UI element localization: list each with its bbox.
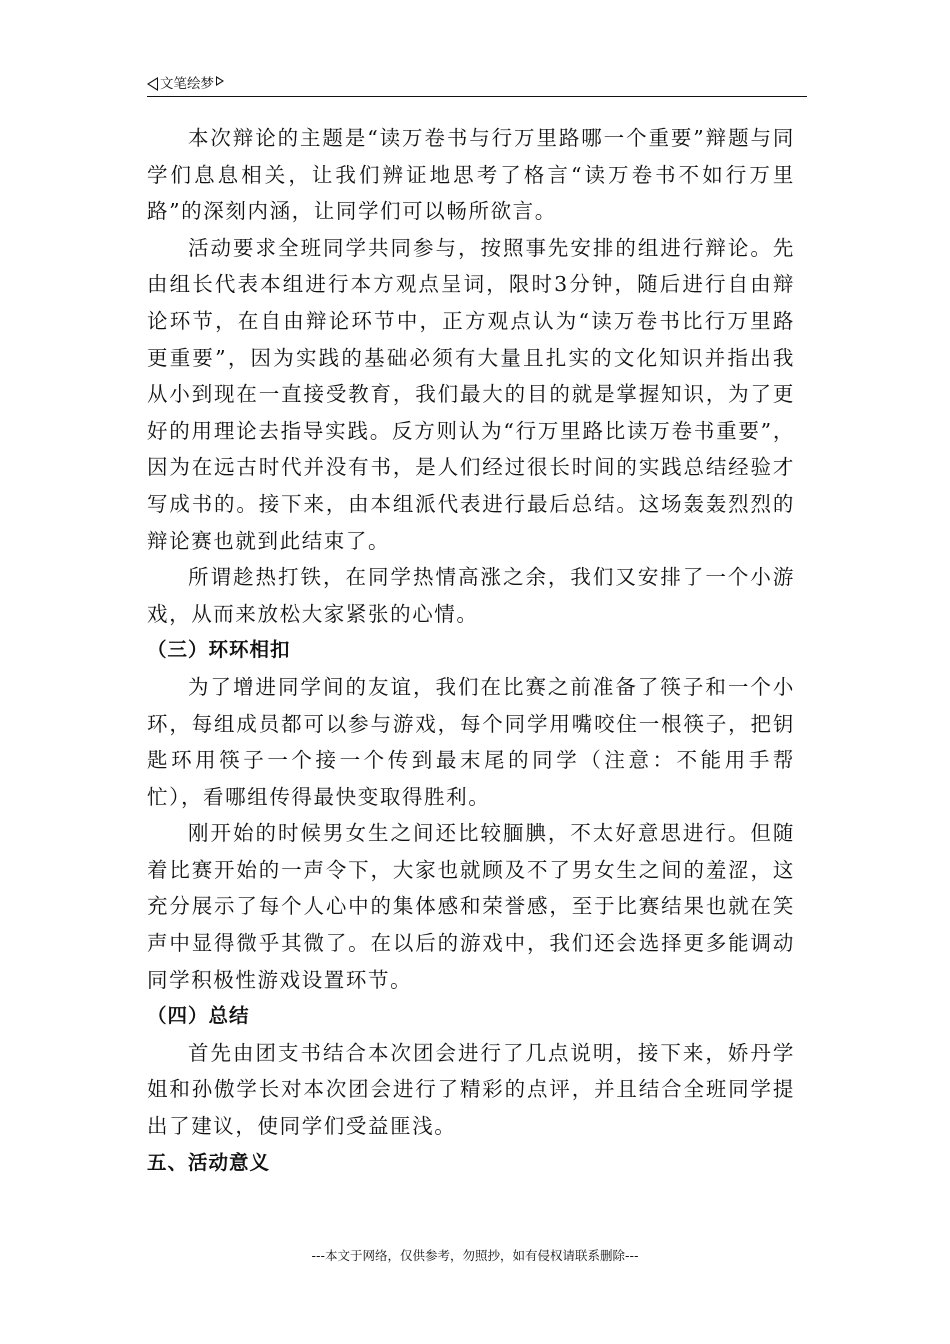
- paragraph-summary: 首先由团支书结合本次团会进行了几点说明，接下来，娇丹学姐和孙傲学长对本次团会进行了精彩的点评，并且结合全班同学提出了建议，使同学们受益匪浅。: [147, 1040, 795, 1139]
- page-footer: ---本文于网络，仅供参考，勿照抄，如有侵权请联系删除---: [311, 1248, 639, 1263]
- paragraph-game-result: 刚开始的时候男女生之间还比较腼腆，不太好意思进行。但随着比赛开始的一声令下，大家也就顾及不了男女生之间的羞涩，这充分展示了每个人心中的集体感和荣誉感，至于比赛结果也就在笑声中显得微乎其微了。在以后的游戏中，我们还会选择更多能调动同学积极性游戏设置环节。: [147, 821, 795, 992]
- paragraph-debate-topic: 本次辩论的主题是“读万卷书与行万里路哪一个重要”辩题与同学们息息相关，让我们辨证地思考了格言“读万卷书不如行万里路”的深刻内涵，让同学们可以畅所欲言。: [147, 126, 795, 224]
- page-header: [147, 74, 807, 97]
- header-title-row: [147, 74, 807, 94]
- paragraph-game-rules: 为了增进同学间的友谊，我们在比赛之前准备了筷子和一个小环，每组成员都可以参与游戏，每个同学用嘴咬住一根筷子，把钥匙环用筷子一个接一个传到最末尾的同学（注意：不能用手帮忙），看哪组传得最快变取得胜利。: [147, 674, 795, 809]
- paragraph-game-intro: 所谓趁热打铁，在同学热情高涨之余，我们又安排了一个小游戏，从而来放松大家紧张的心情。: [147, 565, 795, 626]
- section-heading-4: （四）总结: [147, 1004, 250, 1028]
- document-body: [147, 120, 795, 1181]
- section-heading-5: 五、活动意义: [147, 1150, 271, 1174]
- right-triangle-icon: [216, 76, 224, 86]
- header-title: 文笔绘梦: [160, 76, 214, 92]
- paragraph-debate-process: 活动要求全班同学共同参与，按照事先安排的组进行辩论。先由组长代表本组进行本方观点呈词，限时3分钟，随后进行自由辩论环节，在自由辩论环节中，正方观点认为“读万卷书比行万里路更重要”，因为实践的基础必须有大量且扎实的文化知识并指出我从小到现在一直接受教育，我们最大的目的就是掌握知识，为了更好的用理论去指导实践。反方则认为“行万里路比读万卷书重要”，因为在远古时代并没有书，是人们经过很长时间的实践总结经验才写成书的。接下来，由本组派代表进行最后总结。这场轰轰烈烈的辩论赛也就到此结束了。: [147, 235, 795, 553]
- section-heading-3: （三）环环相扣: [147, 638, 291, 662]
- left-triangle-icon: [147, 77, 158, 91]
